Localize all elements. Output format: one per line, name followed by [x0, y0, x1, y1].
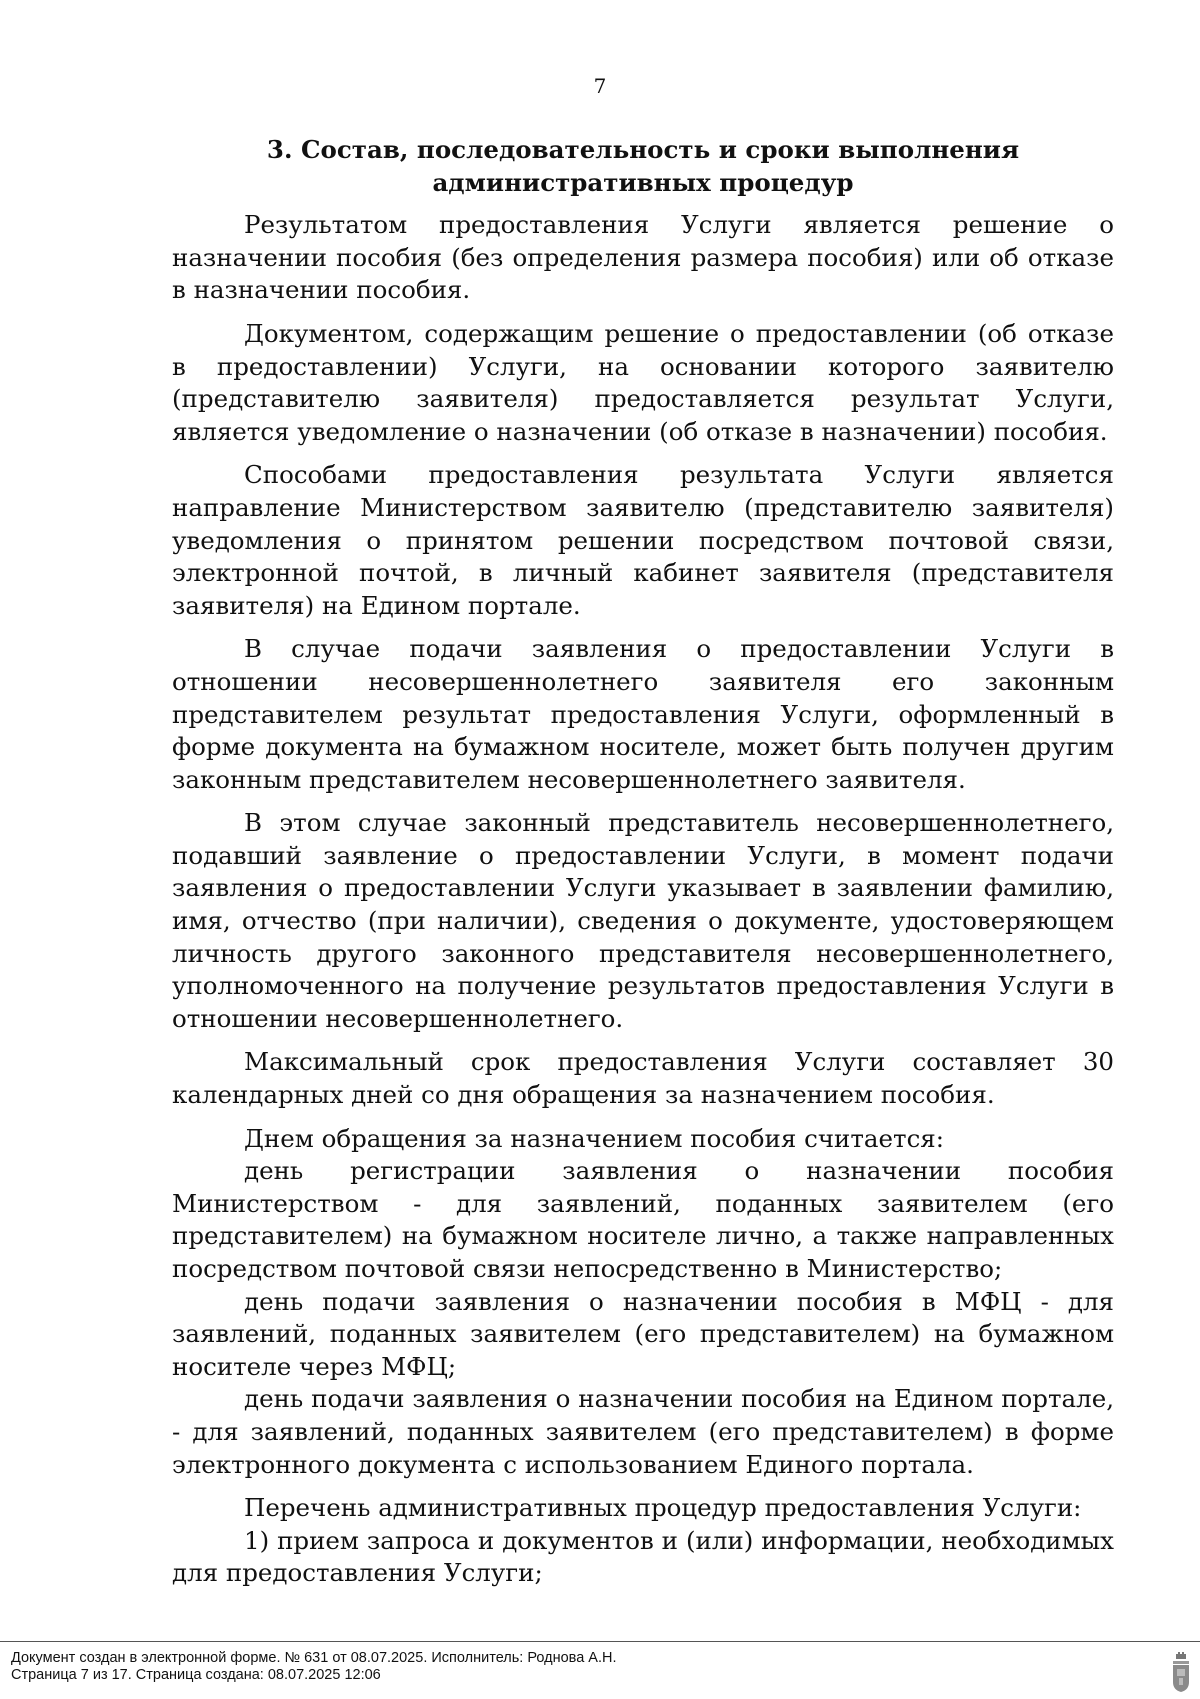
paragraph-application-day: Днем обращения за назначением пособия считается: [244, 1123, 945, 1153]
page-number: 7 [593, 74, 607, 98]
list-item-mfc: день подачи заявления о назначении пособия в МФЦ - для заявлений, поданных заявителем (его представителем) на бумажном носителе через МФЦ; [172, 1286, 1114, 1381]
paragraph-result: Результатом предоставления Услуги является решение о назначении пособия (без определения размера пособия) или об отказе в назначении пособия. [172, 210, 1114, 305]
list-item-portal: день подачи заявления о назначении пособия на Едином портале, - для заявлений, поданных заявителем (его представителем) в форме электронного документа с использованием Единого портала. [172, 1384, 1114, 1479]
footer-line-1: Документ создан в электронной форме. № 631 от 08.07.2025. Исполнитель: Роднова А.Н. [11, 1650, 617, 1666]
coat-of-arms-icon [1170, 1652, 1192, 1692]
list-item-ministry: день регистрации заявления о назначении пособия Министерством - для заявлений, поданных заявителем (его представителем) на бумажном носителе лично, а также направленных посредством почтовой связи непосредственно в Министерство; [172, 1156, 1114, 1283]
document-footer [0, 1641, 1200, 1699]
document-body [172, 134, 1114, 1590]
footer-text [11, 1650, 617, 1684]
paragraph-max-term: Максимальный срок предоставления Услуги составляет 30 календарных дней со дня обращения за назначением пособия. [172, 1047, 1114, 1110]
list-item-procedure-1: 1) прием запроса и документов и (или) информации, необходимых для предоставления Услуги; [172, 1525, 1114, 1588]
paragraph-document: Документом, содержащим решение о предоставлении (об отказе в предоставлении) Услуги, на основании которого заявителю (представителю заявителя) предоставляется результат Услуги, является уведомление о назначении (об отказе в назначении) пособия. [172, 318, 1114, 446]
paragraph-minor-case: В случае подачи заявления о предоставлении Услуги в отношении несовершеннолетнего заявителя его законным представителем результат предоставления Услуги, оформленный в форме документа на бумажном носителе, может быть получен другим законным представителем несовершеннолетнего заявителя. [172, 634, 1114, 794]
footer-line-2: Страница 7 из 17. Страница создана: 08.07.2025 12:06 [11, 1667, 381, 1683]
section-heading: 3. Состав, последовательность и сроки выполнения административных процедур [266, 135, 1020, 197]
paragraph-legal-representative: В этом случае законный представитель несовершеннолетнего, подавший заявление о предоставлении Услуги, в момент подачи заявления о предоставлении Услуги указывает в заявлении фамилию, имя, отчество (при наличии), сведения о документе, удостоверяющем личность другого законного представителя несовершеннолетнего, уполномоченного на получение результатов предоставления Услуги в отношении несовершеннолетнего. [172, 808, 1114, 1033]
paragraph-methods: Способами предоставления результата Услуги является направление Министерством заявителю (представителю заявителя) уведомления о принятом решении посредством почтовой связи, электронной почтой, в личный кабинет заявителя (представителя заявителя) на Едином портале. [172, 460, 1114, 620]
paragraph-procedures: Перечень административных процедур предоставления Услуги: [244, 1493, 1082, 1523]
